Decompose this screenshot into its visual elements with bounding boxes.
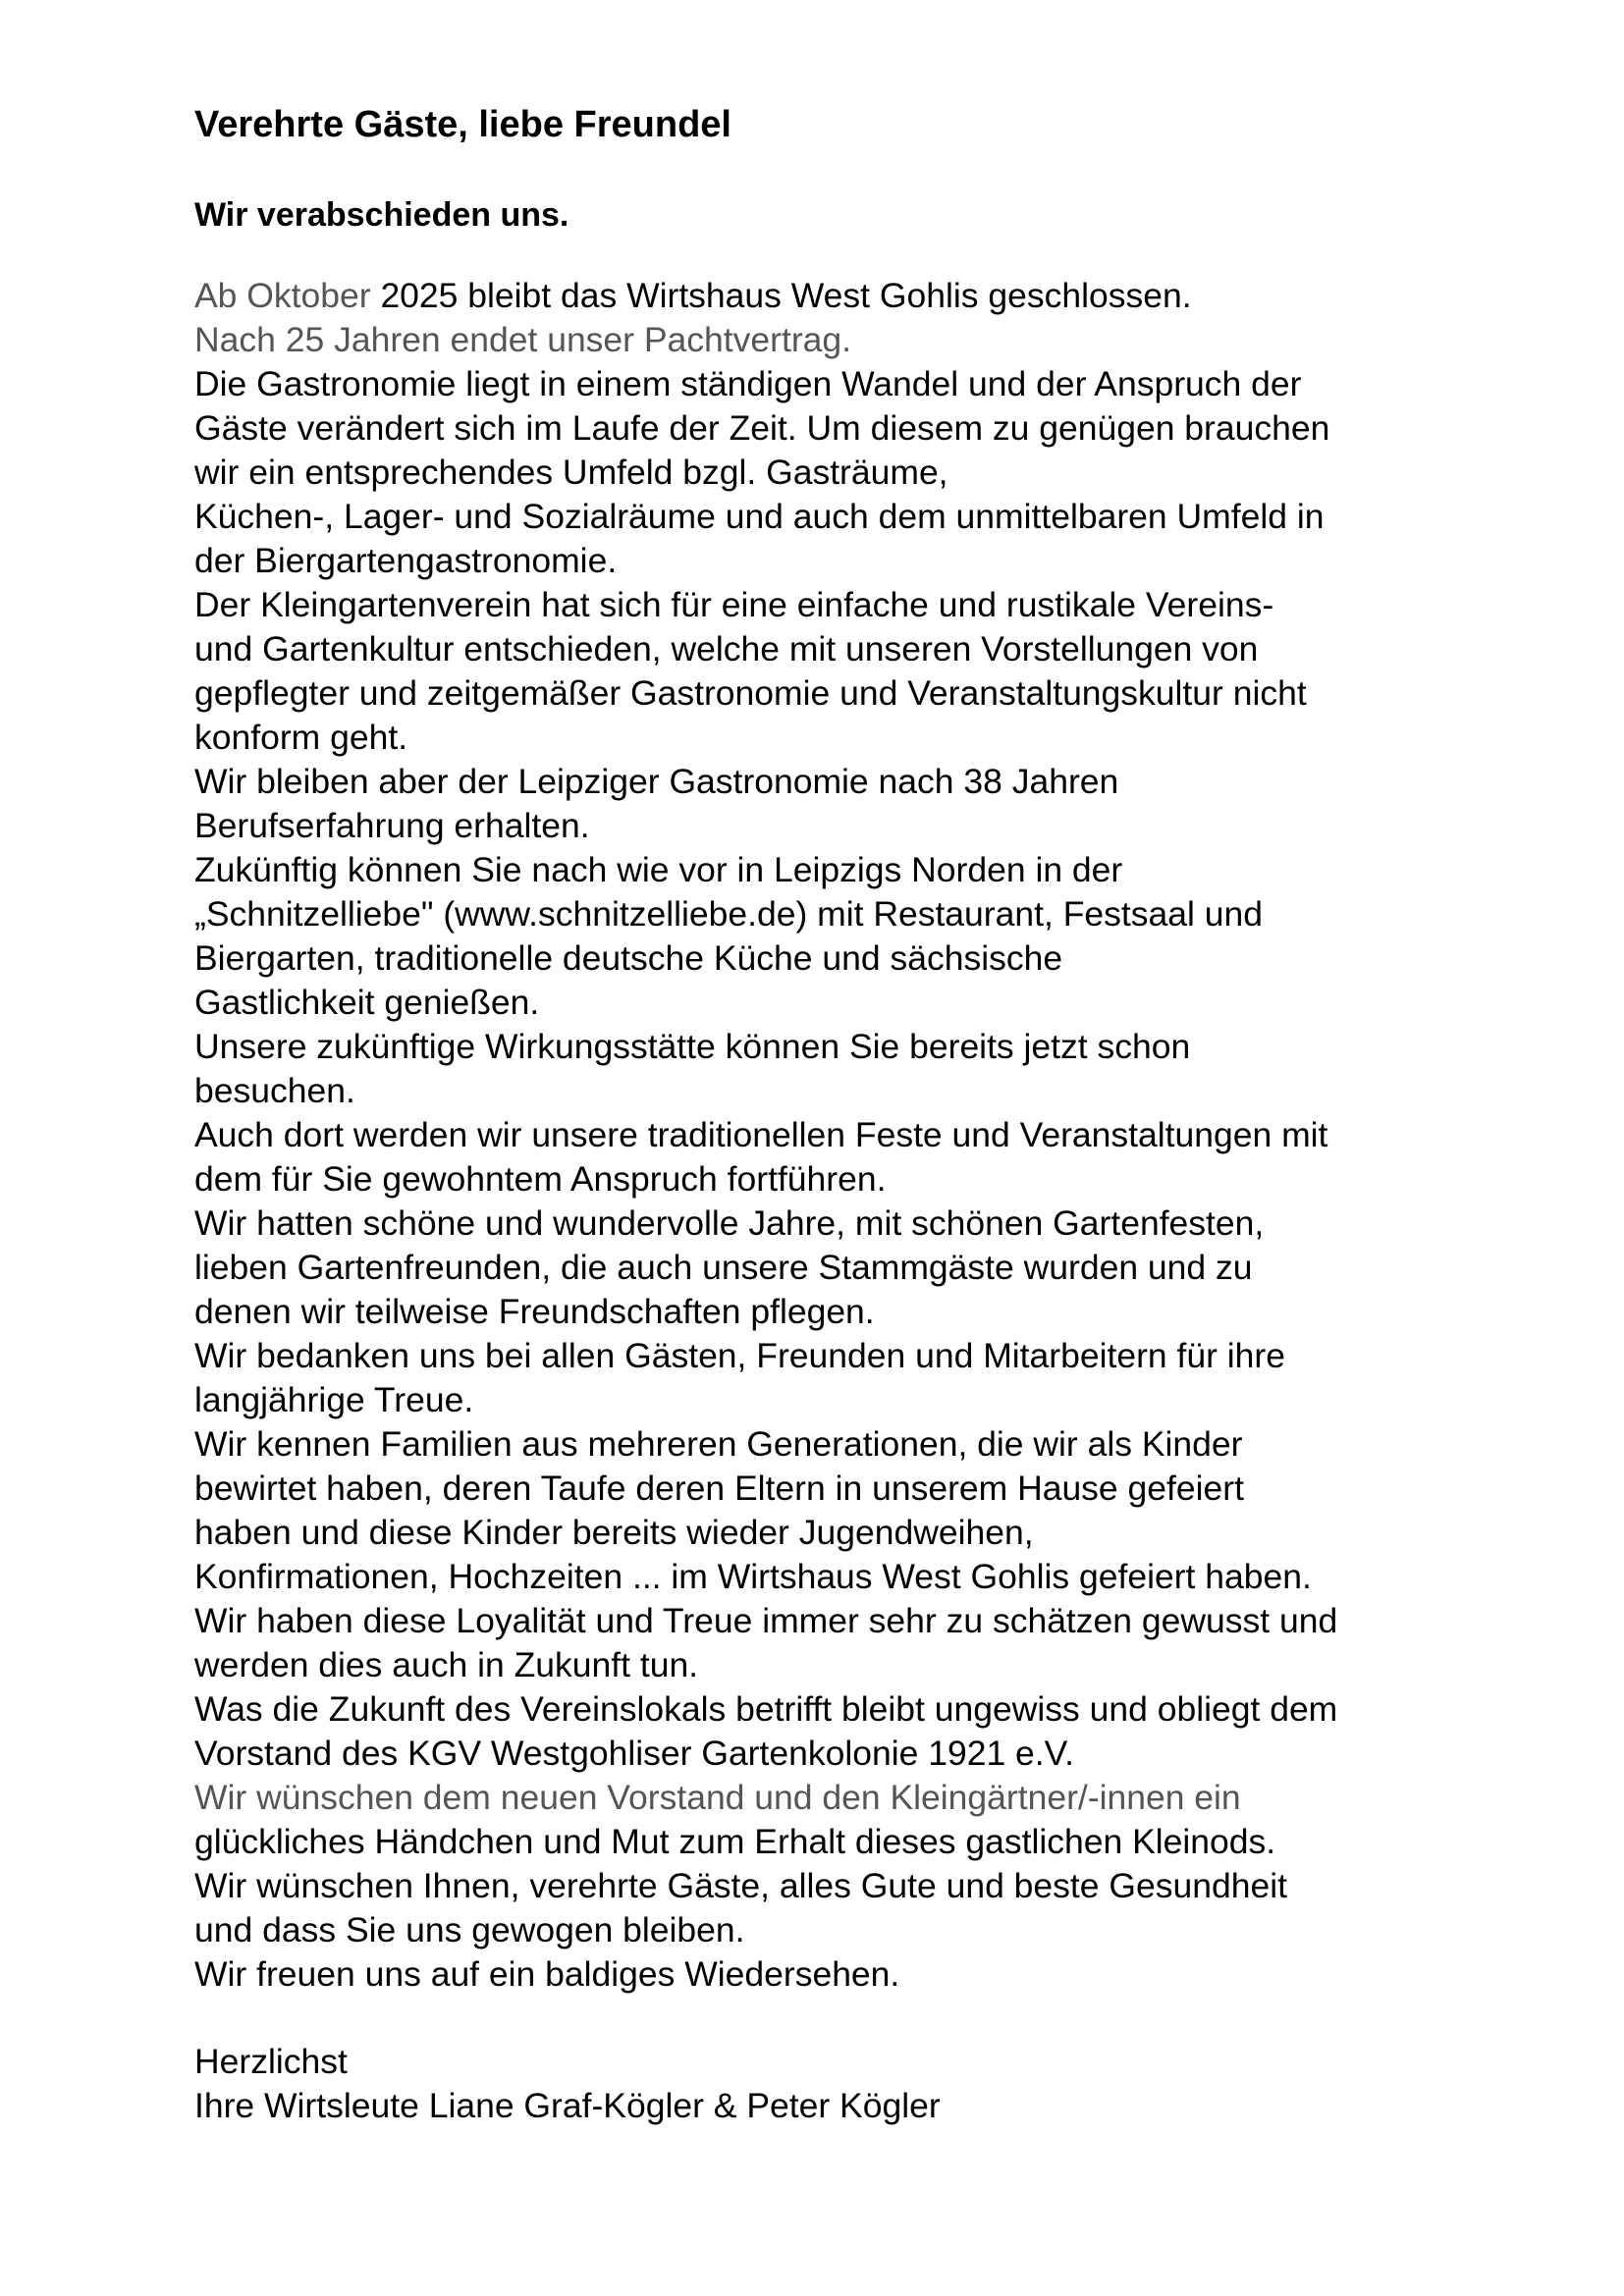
- letter-body: [194, 274, 1471, 1997]
- body-line: Der Kleingartenverein hat sich für eine einfache und rustikale Vereins-: [194, 585, 1274, 624]
- body-line: Biergarten, traditionelle deutsche Küche und sächsische: [194, 938, 1063, 978]
- body-line: lieben Gartenfreunden, die auch unsere Stammgäste wurden und zu: [194, 1248, 1253, 1287]
- body-line: haben und diese Kinder bereits wieder Jugendweihen,: [194, 1513, 1034, 1552]
- body-line: Was die Zukunft des Vereinslokals betrifft bleibt ungewiss und obliegt dem: [194, 1689, 1338, 1729]
- body-line: Auch dort werden wir unsere traditionellen Feste und Veranstaltungen mit: [194, 1115, 1328, 1154]
- body-line-rest: 2025 bleibt das Wirtshaus West Gohlis geschlossen.: [370, 276, 1192, 315]
- body-line: Gäste verändert sich im Laufe der Zeit. Um diesem zu genügen brauchen: [194, 408, 1330, 448]
- body-line: bewirtet haben, deren Taufe deren Eltern in unserem Hause gefeiert: [194, 1468, 1244, 1508]
- body-line: der Biergartengastronomie.: [194, 541, 618, 580]
- body-line: „Schnitzelliebe" (www.schnitzelliebe.de) mit Restaurant, Festsaal und: [194, 894, 1263, 934]
- body-line: Nach 25 Jahren endet unser Pachtvertrag.: [194, 320, 851, 359]
- letter-subtitle: Wir verabschieden uns.: [194, 196, 569, 234]
- body-line: wir ein entsprechendes Umfeld bzgl. Gasträume,: [194, 453, 948, 492]
- letter-title: Verehrte Gäste, liebe Freundel: [194, 104, 731, 145]
- body-line: Vorstand des KGV Westgohliser Gartenkolonie 1921 e.V.: [194, 1734, 1074, 1773]
- body-line: konform geht.: [194, 718, 408, 757]
- body-line: langjährige Treue.: [194, 1380, 474, 1419]
- closing-text: Herzlichst: [194, 2042, 348, 2081]
- body-line: Wir wünschen Ihnen, verehrte Gäste, alles Gute und beste Gesundheit: [194, 1866, 1287, 1905]
- body-line: Zukünftig können Sie nach wie vor in Leipzigs Norden in der: [194, 850, 1123, 889]
- body-line: Unsere zukünftige Wirkungsstätte können Sie bereits jetzt schon: [194, 1027, 1191, 1066]
- body-line: denen wir teilweise Freundschaften pflegen.: [194, 1292, 875, 1331]
- body-line: [194, 274, 1471, 318]
- body-line: Wir hatten schöne und wundervolle Jahre, mit schönen Gartenfesten,: [194, 1203, 1265, 1243]
- body-line: Die Gastronomie liegt in einem ständigen Wandel und der Anspruch der: [194, 364, 1302, 403]
- body-line: besuchen.: [194, 1071, 355, 1110]
- body-line: Küchen-, Lager- und Sozialräume und auch dem unmittelbaren Umfeld in: [194, 497, 1325, 536]
- body-line: Berufserfahrung erhalten.: [194, 806, 590, 845]
- body-line: Wir freuen uns auf ein baldiges Wiedersehen.: [194, 1954, 900, 1994]
- body-line: Wir wünschen dem neuen Vorstand und den Kleingärtner/-innen ein: [194, 1778, 1241, 1817]
- body-line: Wir bedanken uns bei allen Gästen, Freunden und Mitarbeitern für ihre: [194, 1336, 1285, 1375]
- body-line: und Gartenkultur entschieden, welche mit unseren Vorstellungen von: [194, 629, 1259, 668]
- body-line: und dass Sie uns gewogen bleiben.: [194, 1910, 745, 1949]
- body-line: Wir kennen Familien aus mehreren Generationen, die wir als Kinder: [194, 1424, 1243, 1464]
- body-line: Wir bleiben aber der Leipziger Gastronomie nach 38 Jahren: [194, 762, 1119, 801]
- letter-signoff: [194, 2040, 941, 2128]
- body-line: glückliches Händchen und Mut zum Erhalt dieses gastlichen Kleinods.: [194, 1822, 1276, 1861]
- body-line: dem für Sie gewohntem Anspruch fortführen.: [194, 1159, 887, 1199]
- body-line-gray-prefix: Ab Oktober: [194, 276, 371, 315]
- body-line: gepflegter und zeitgemäßer Gastronomie und Veranstaltungskultur nicht: [194, 673, 1307, 713]
- signature-text: Ihre Wirtsleute Liane Graf-Kögler & Peter Kögler: [194, 2086, 941, 2125]
- body-line: Wir haben diese Loyalität und Treue immer sehr zu schätzen gewusst und: [194, 1601, 1338, 1640]
- body-line: Konfirmationen, Hochzeiten ... im Wirtshaus West Gohlis gefeiert haben.: [194, 1557, 1312, 1596]
- body-line: werden dies auch in Zukunft tun.: [194, 1645, 699, 1684]
- body-line: Gastlichkeit genießen.: [194, 983, 540, 1022]
